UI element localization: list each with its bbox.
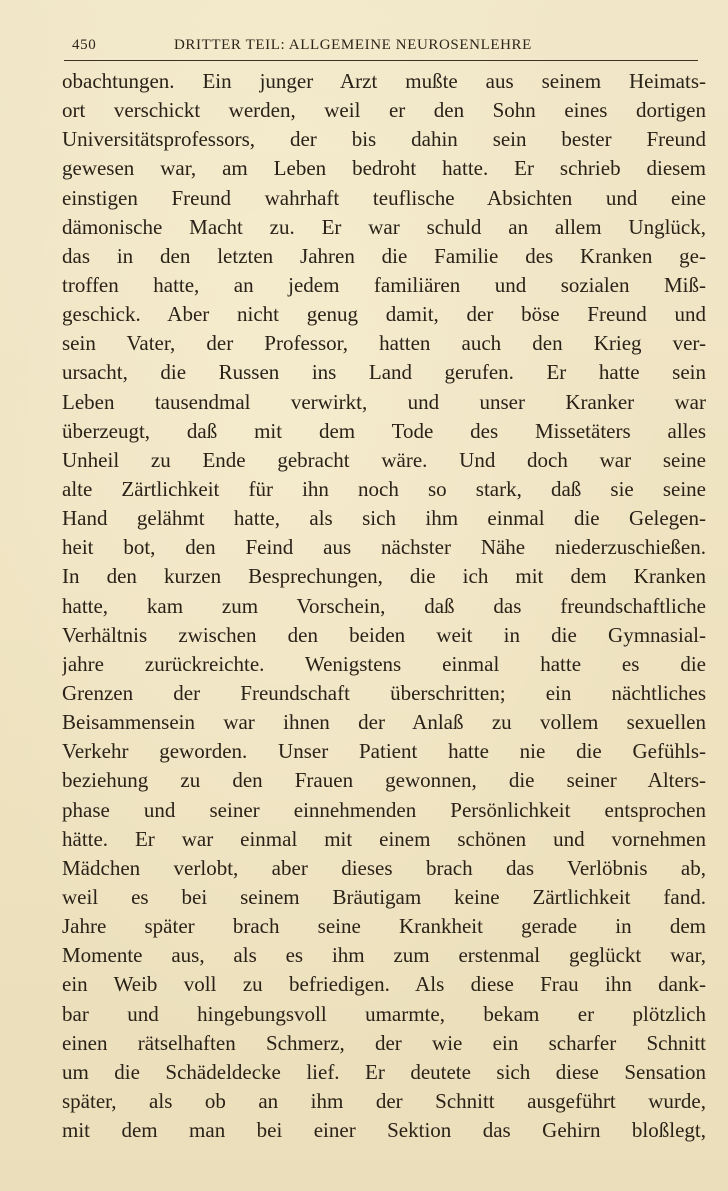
text-line: In den kurzen Besprechungen, die ich mit dem Kranken xyxy=(62,564,706,589)
text-line: mit dem man bei einer Sektion das Gehirn bloßlegt, xyxy=(62,1118,706,1143)
text-line: das in den letzten Jahren die Familie des Kranken ge- xyxy=(62,243,706,268)
text-line: hatte, kam zum Vorschein, daß das freundschaftliche xyxy=(62,593,706,618)
text-line: jahre zurückreichte. Wenigstens einmal hatte es die xyxy=(62,651,706,676)
running-title: DRITTER TEIL: ALLGEMEINE NEUROSENLEHRE xyxy=(174,37,532,53)
text-line: Universitätsprofessors, der bis dahin sein bester Freund xyxy=(62,127,706,152)
text-line: weil es bei seinem Bräutigam keine Zärtlichkeit fand. xyxy=(62,884,706,909)
text-line: ursacht, die Russen ins Land gerufen. Er hatte sein xyxy=(62,360,706,385)
text-line: beziehung zu den Frauen gewonnen, die seiner Alters- xyxy=(62,768,706,793)
text-line: überzeugt, daß mit dem Tode des Missetäters alles xyxy=(62,418,706,443)
text-line: sein Vater, der Professor, hatten auch den Krieg ver- xyxy=(62,331,706,356)
text-line: Mädchen verlobt, aber dieses brach das Verlöbnis ab, xyxy=(62,855,706,880)
text-line: Hand gelähmt hatte, als sich ihm einmal die Gelegen- xyxy=(62,506,706,531)
page-number: 450 xyxy=(72,37,97,53)
text-line: ein Weib voll zu befriedigen. Als diese Frau ihn dank- xyxy=(62,972,706,997)
text-line: Leben tausendmal verwirkt, und unser Kranker war xyxy=(62,389,706,414)
text-line: später, als ob an ihm der Schnitt ausgeführt wurde, xyxy=(62,1088,706,1113)
text-line: phase und seiner einnehmenden Persönlichkeit entsprochen xyxy=(62,797,706,822)
text-line: einstigen Freund wahrhaft teuflische Absichten und eine xyxy=(62,185,706,210)
text-line: Unheil zu Ende gebracht wäre. Und doch war seine xyxy=(62,447,706,472)
page-header xyxy=(72,37,697,59)
text-line: dämonische Macht zu. Er war schuld an allem Unglück, xyxy=(62,214,706,239)
text-line: obachtungen. Ein junger Arzt mußte aus seinem Heimats- xyxy=(62,69,706,93)
text-line: Verhältnis zwischen den beiden weit in die Gymnasial- xyxy=(62,622,706,647)
text-line: Jahre später brach seine Krankheit gerade in dem xyxy=(62,914,706,939)
header-rule xyxy=(64,60,698,61)
text-line: Verkehr geworden. Unser Patient hatte nie die Gefühls- xyxy=(62,739,706,764)
text-line: um die Schädeldecke lief. Er deutete sich diese Sensation xyxy=(62,1059,706,1084)
text-line: heit bot, den Feind aus nächster Nähe niederzuschießen. xyxy=(62,535,706,560)
text-line: hätte. Er war einmal mit einem schönen und vornehmen xyxy=(62,826,706,851)
text-line: gewesen war, am Leben bedroht hatte. Er schrieb diesem xyxy=(62,156,706,181)
text-line: einen rätselhaften Schmerz, der wie ein scharfer Schnitt xyxy=(62,1030,706,1055)
text-line: bar und hingebungsvoll umarmte, bekam er plötzlich xyxy=(62,1001,706,1026)
text-line: Grenzen der Freundschaft überschritten; ein nächtliches xyxy=(62,680,706,705)
text-line: troffen hatte, an jedem familiären und sozialen Miß- xyxy=(62,272,706,297)
body-text xyxy=(62,67,706,1145)
text-line: ort verschickt werden, weil er den Sohn eines dortigen xyxy=(62,98,706,123)
text-line: geschick. Aber nicht genug damit, der böse Freund und xyxy=(62,302,706,327)
text-line: Momente aus, als es ihm zum erstenmal geglückt war, xyxy=(62,943,706,968)
text-line: Beisammensein war ihnen der Anlaß zu vollem sexuellen xyxy=(62,710,706,735)
text-line: alte Zärtlichkeit für ihn noch so stark, daß sie seine xyxy=(62,476,706,501)
